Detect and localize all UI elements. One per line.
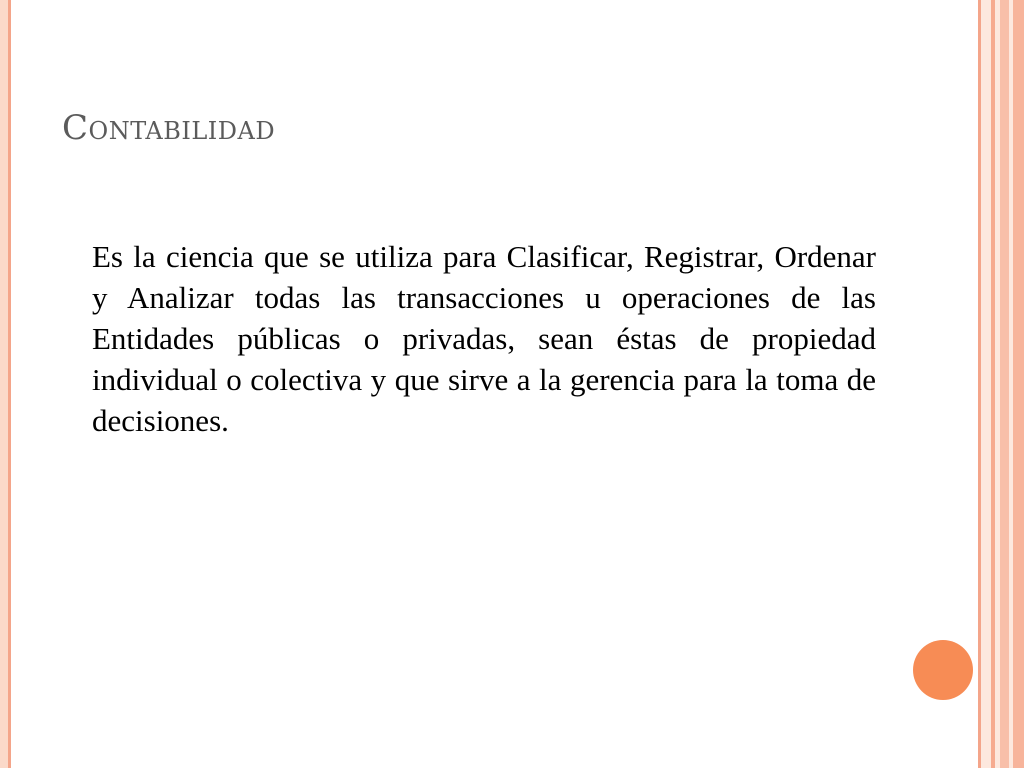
right-band-decoration xyxy=(1013,0,1024,768)
right-band-decoration xyxy=(1000,0,1009,768)
right-band-decoration xyxy=(981,0,991,768)
slide-body-text: Es la ciencia que se utiliza para Clasificar, Registrar, Ordenar y Analizar todas las transacciones u operaciones de las Entidades públicas o privadas, sean éstas de propiedad individual o colectiva y que sirve a la gerencia para la toma de decisiones. xyxy=(92,239,876,438)
accent-circle xyxy=(913,640,973,700)
left-border-line xyxy=(8,0,11,768)
slide-title: Contabilidad xyxy=(62,108,276,148)
